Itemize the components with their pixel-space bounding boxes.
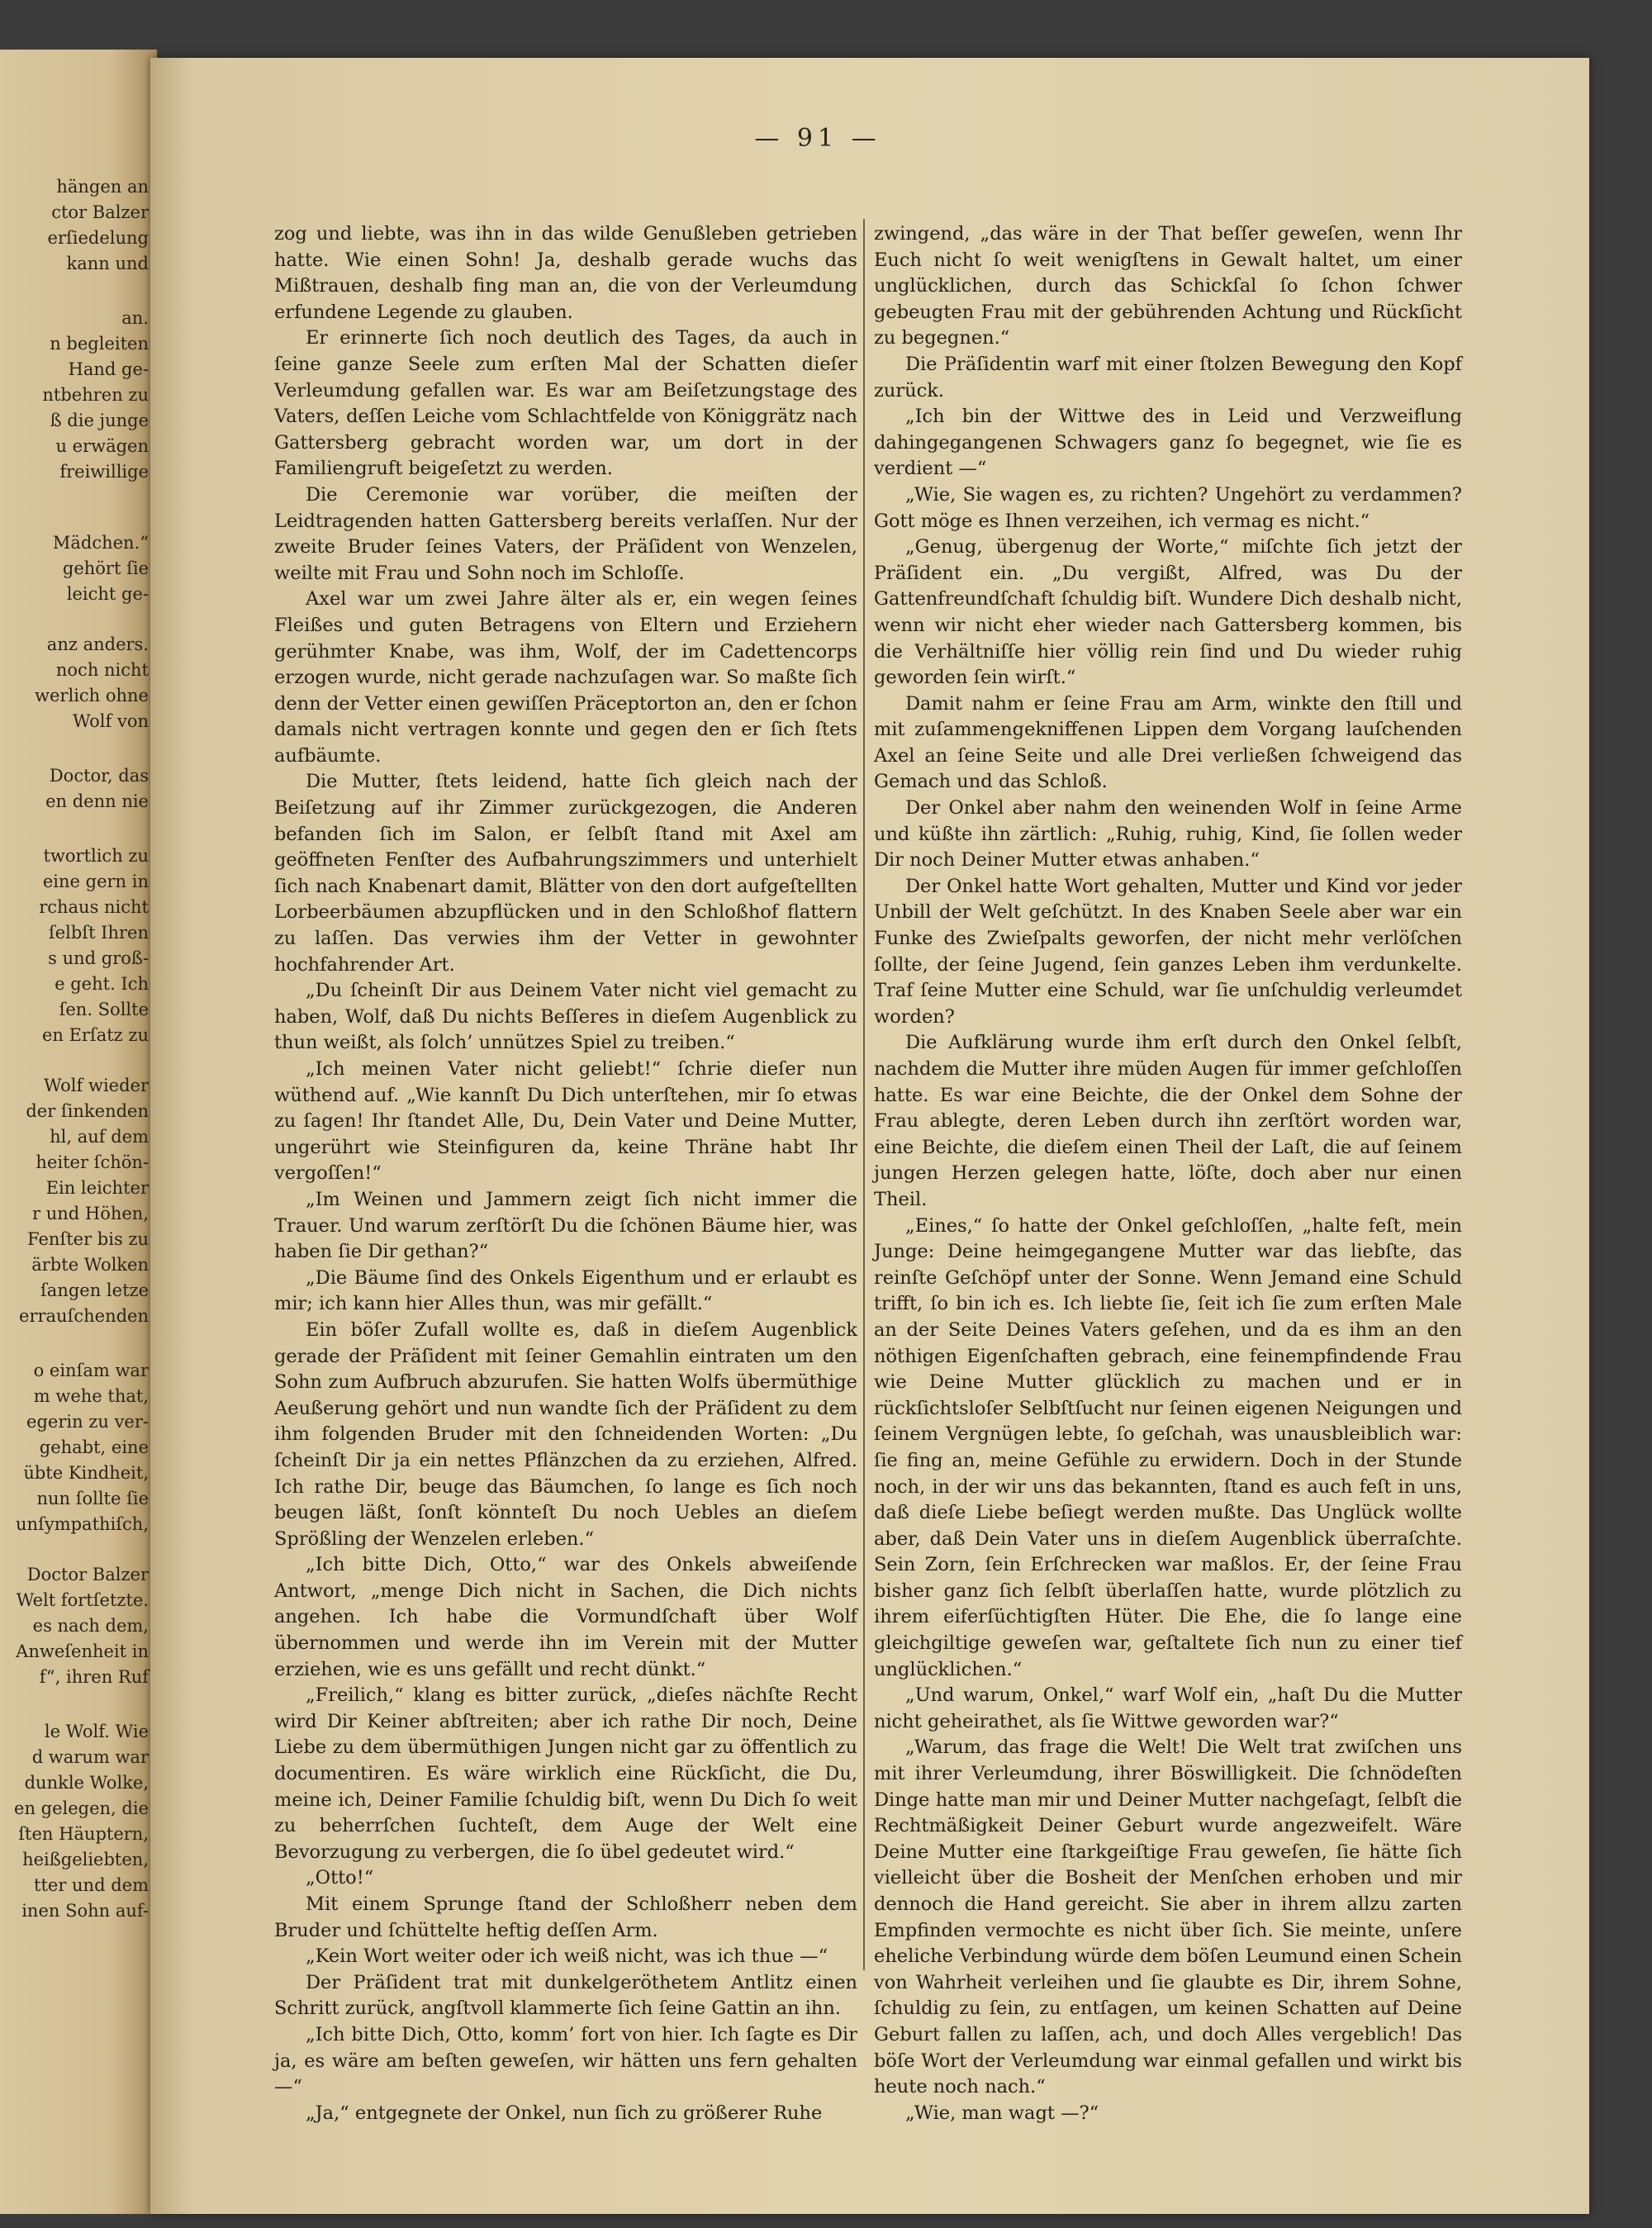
- text-column-left: [274, 221, 857, 2124]
- left-page-fragment: e geht. Ich: [55, 974, 149, 994]
- left-page-fragment: dunkle Wolke,: [24, 1773, 149, 1793]
- paragraph: „Kein Wort weiter oder ich weiß nicht, was ich thue —“: [306, 1945, 828, 1968]
- paragraph: „Wie, man wagt —?“: [905, 2102, 1099, 2124]
- left-page-fragment: en gelegen, die: [14, 1798, 149, 1818]
- left-page-edge: [0, 50, 157, 2214]
- page-number: — 91 —: [754, 124, 881, 153]
- left-page-fragment: ſen. Sollte: [59, 1000, 149, 1019]
- left-page-fragment: an.: [121, 308, 149, 328]
- left-page-fragment: übte Kindheit,: [23, 1463, 149, 1483]
- paragraph: „Freilich,“ klang es bitter zurück, „dieſes nächſte Recht wird Dir Keiner abſtreiten; aber ich rathe Dir noch, Deine Liebe zu dem übermüthigen Jungen nicht gar zu öffentlich zu documentiren. Es wäre wirklich eine Rückſicht, die Du, meine ich, Deiner Familie ſchuldig biſt, wenn Du Dich ſo weit zu beherrſchen ſuchteſt, dem Auge der Welt eine Bevorzugung zu verbergen, die ſo übel gedeutet wird.“: [274, 1684, 857, 1863]
- left-page-fragment: ſangen letze: [40, 1280, 149, 1300]
- left-page-fragment: Wolf von: [73, 711, 149, 731]
- left-page-fragment: gehört ſie: [62, 558, 149, 578]
- left-page-fragment: Fenſter bis zu: [27, 1229, 149, 1249]
- left-page-fragment: ß die junge: [50, 411, 149, 430]
- paragraph: Die Ceremonie war vorüber, die meiſten der Leidtragenden hatten Gattersberg bereits verlaſſen. Nur der zweite Bruder ſeines Vaters, der Präſident von Wenzelen, weilte mit Frau und Sohn noch im Schloſſe.: [274, 483, 857, 584]
- paragraph: „Genug, übergenug der Worte,“ miſchte ſich jetzt der Präſident ein. „Du vergißt, Alfred, was Du der Gattenfreundſchaft ſchuldig biſt. Wundere Dich deshalb nicht, wenn wir nicht eher wieder nach Gattersberg kommen, bis die Verhältniſſe hier völlig rein ſind und Du wieder ruhig geworden ſein wirſt.“: [874, 536, 1462, 689]
- paragraph: Axel war um zwei Jahre älter als er, ein wegen ſeines Fleißes und guten Betragens von Eltern und Erziehern gerühmter Knabe, was ihm, Wolf, der im Cadettencorps erzogen wurde, nicht gerade nachzuſagen war. So maßte ſich denn der Vetter einen gewiſſen Präceptorton an, den er ſchon damals nicht vertragen konnte und gegen den er ſich ſtets aufbäumte.: [274, 588, 857, 767]
- left-page-fragment: Ein leichter: [45, 1178, 149, 1198]
- paragraph: „Ja,“ entgegnete der Onkel, nun ſich zu größerer Ruhe: [306, 2102, 823, 2124]
- left-page-fragment: f“, ihren Ruf: [39, 1667, 149, 1687]
- paragraph: zog und liebte, was ihn in das wilde Genußleben getrieben hatte. Wie einen Sohn! Ja, deshalb gerade wuchs das Mißtrauen, deshalb fing man an, die von der Verleumdung erfundene Legende zu glauben.: [274, 223, 857, 323]
- paragraph: „Die Bäume ſind des Onkels Eigenthum und er erlaubt es mir; ich kann hier Alles thun, was mir gefällt.“: [274, 1266, 857, 1315]
- left-page-fragment: en Erſatz zu: [41, 1025, 149, 1045]
- paragraph: Damit nahm er ſeine Frau am Arm, winkte den ſtill und mit zuſammengekniffenen Lippen dem Vorgang lauſchenden Axel an ſeine Seite und alle Drei verließen ſchweigend das Gemach und das Schloß.: [874, 692, 1462, 793]
- left-page-fragment: unſympathiſch,: [16, 1514, 149, 1534]
- text-column-right: [874, 221, 1462, 2124]
- left-page-fragment: Hand ge-: [68, 359, 149, 379]
- left-page-fragment: eine gern in: [42, 872, 149, 891]
- left-page-fragment: tter und dem: [34, 1875, 149, 1895]
- paragraph: „Ich meinen Vater nicht geliebt!“ ſchrie dieſer nun wüthend auf. „Wie kannſt Du Dich unterſtehen, mir ſo etwas zu ſagen! Ihr ſtandet Alle, Du, Dein Vater und Deine Mutter, ungerührt wie Steinfiguren da, keine Thräne habt Ihr vergoſſen!“: [274, 1058, 857, 1185]
- paragraph: „Ich bin der Wittwe des in Leid und Verzweiflung dahingegangenen Schwagers ganz ſo begegnet, wie ſie es verdient —“: [874, 406, 1462, 480]
- left-page-fragment: r und Höhen,: [32, 1204, 149, 1223]
- paragraph: Ein böſer Zufall wollte es, daß in dieſem Augenblick gerade der Präſident mit ſeiner Gemahlin eintraten um den Sohn zum Aufbruch abzurufen. Sie hatten Wolfs übermüthige Aeußerung gehört und nun wandte ſich der Präſident zu dem ihm folgenden Bruder mit den ſchneidenden Worten: „Du ſcheinſt Dir ja ein nettes Pflänzchen da zu erziehen, Alfred. Ich rathe Dir, beuge das Bäumchen, ſo lange es ſich noch beugen läßt, ſonſt könnteſt Du noch Uebles an dieſem Sprößling der Wenzelen erleben.“: [274, 1318, 857, 1550]
- left-page-fragment: Welt fortſetzte.: [16, 1590, 149, 1610]
- left-page-fragment: der ſinkenden: [26, 1101, 149, 1121]
- paragraph: „Du ſcheinſt Dir aus Deinem Vater nicht viel gemacht zu haben, Wolf, daß Du nichts Beſſeres in dieſem Augenblick zu thun weißt, als ſolch’ unnützes Spiel zu treiben.“: [274, 980, 857, 1054]
- paragraph: Die Präſidentin warf mit einer ſtolzen Bewegung den Kopf zurück.: [874, 353, 1462, 401]
- left-page-fragment: ſten Häuptern,: [18, 1824, 149, 1844]
- paragraph: Der Präſident trat mit dunkelgeröthetem Antlitz einen Schritt zurück, angſtvoll klammerte ſich ſeine Gattin an ihn.: [274, 1971, 857, 2020]
- paragraph: Die Mutter, ſtets leidend, hatte ſich gleich nach der Beiſetzung auf ihr Zimmer zurückgezogen, die Anderen befanden ſich im Salon, er ſelbſt ſtand mit Axel am geöffneten Fenſter des Aufbahrungszimmers und unterhielt ſich nach Knabenart damit, Blätter von den dort aufgeſtellten Lorbeerbäumen abzupflücken und in den Schloßhof flattern zu laſſen. Das verwies ihm der Vetter in gewohnter hochfahrender Art.: [274, 771, 857, 976]
- left-page-fragment: n begleiten: [50, 334, 149, 354]
- left-page-fragment: werlich ohne: [35, 686, 149, 705]
- left-page-fragment: erſiedelung: [47, 228, 149, 248]
- paragraph: „Wie, Sie wagen es, zu richten? Ungehört zu verdammen? Gott möge es Ihnen verzeihen, ich vermag es nicht.“: [874, 483, 1462, 532]
- paragraph: „Otto!“: [306, 1867, 374, 1889]
- left-page-fragment: anz anders.: [46, 634, 149, 654]
- paragraph: „Und warum, Onkel,“ warf Wolf ein, „haſt Du die Mutter nicht geheirathet, als ſie Wittwe geworden war?“: [874, 1684, 1462, 1732]
- left-page-fragment: Anweſenheit in: [16, 1641, 149, 1661]
- left-page-fragment: gehabt, eine: [39, 1437, 149, 1457]
- left-page-fragment: le Wolf. Wie: [44, 1722, 149, 1741]
- paragraph: Der Onkel hatte Wort gehalten, Mutter und Kind vor jeder Unbill der Welt geſchützt. In des Knaben Seele aber war ein Funke des Zwieſpalts geworfen, der nicht mehr verlöſchen ſollte, der ſeine Jugend, ſein ganzes Leben ihm verdunkelte. Traf ſeine Mutter eine Schuld, war ſie unſchuldig verleumdet worden?: [874, 875, 1462, 1028]
- left-page-fragment: inen Sohn auf-: [21, 1901, 149, 1921]
- left-page-fragment: o einſam war: [33, 1361, 149, 1380]
- paragraph: „Eines,“ ſo hatte der Onkel geſchloſſen, „halte feſt, mein Junge: Deine heimgegangene Mutter war das liebſte, das reinſte Geſchöpf unter der Sonne. Wenn Jemand eine Schuld trifft, ſo bin ich es. Ich liebte ſie, ſeit ich ſie zum erſten Male an der Seite Deines Vaters geſehen, und da es ihm an den nöthigen Eigenſchaften gebrach, eine feinempfindende Frau wie Deine Mutter glücklich zu machen und er in rückſichtsloſer Selbſtſucht nur ſeinen eigenen Neigungen und ſeinem Vergnügen lebte, ſo geſchah, was unausbleiblich war: ſie fing an, meine Gefühle zu erwidern. Doch in der Stunde noch, in der wir uns das bekannten, ſtand es auch feſt in uns, daß dieſe Liebe beſiegt werden mußte. Das Unglück wollte aber, daß Dein Vater uns in dieſem Augenblick überraſchte. Sein Zorn, ſein Erſchrecken war maßlos. Er, der ſeine Frau bisher ganz ſich ſelbſt überlaſſen hatte, wurde plötzlich zu ihrem eiferſüchtigſten Hüter. Die Ehe, die ſo lange eine gleichgiltige geweſen war, geſtaltete ſich nun zu einer tief unglücklichen.“: [874, 1214, 1462, 1680]
- left-page-fragment: kann und: [66, 254, 149, 273]
- left-page-fragment: leicht ge-: [66, 584, 149, 604]
- left-page-fragment: rchaus nicht: [39, 897, 149, 917]
- left-page-fragment: nun ſollte ſie: [36, 1489, 149, 1508]
- paragraph: Die Aufklärung wurde ihm erſt durch den Onkel ſelbſt, nachdem die Mutter ihre müden Augen für immer geſchloſſen hatte. Es war eine Beichte, die der Onkel dem Sohne der Frau ablegte, deren Leben durch ihn zerſtört worden war, eine Beichte, die dieſem einen Theil der Laſt, die auf ſeinem jungen Herzen gelegen hatte, löſte, doch aber nur einen Theil.: [874, 1032, 1462, 1210]
- left-page-fragment: Mädchen.“: [52, 533, 149, 553]
- left-page-fragment: heiter ſchön-: [36, 1152, 149, 1172]
- left-page-fragment: u erwägen: [55, 436, 149, 456]
- left-page-fragment: Doctor, das: [49, 766, 149, 786]
- left-page-fragment: en denn nie: [45, 791, 149, 811]
- left-page-fragment: ſelbſt Ihren: [48, 923, 149, 943]
- left-page-fragment: twortlich zu: [43, 846, 149, 866]
- left-page-fragment: hängen an: [56, 177, 149, 197]
- left-page-fragment: ärbte Wolken: [31, 1255, 149, 1275]
- left-page-fragment: Wolf wieder: [44, 1076, 149, 1095]
- left-page-fragment: es nach dem,: [32, 1616, 149, 1636]
- left-page-fragment: Doctor Balzer: [26, 1565, 149, 1584]
- left-page-fragment: s und groß-: [48, 948, 149, 968]
- left-page-fragment: freiwillige: [59, 462, 149, 482]
- left-page-fragment: hl, auf dem: [50, 1127, 149, 1147]
- paragraph: Der Onkel aber nahm den weinenden Wolf in ſeine Arme und küßte ihn zärtlich: „Ruhig, ruhig, Kind, ſie ſollen weder Dir noch Deiner Mutter etwas anhaben.“: [874, 797, 1462, 872]
- column-divider: [863, 219, 865, 1970]
- left-page-fragment: m wehe that,: [33, 1386, 149, 1406]
- left-page-fragment: heißgeliebten,: [22, 1850, 149, 1869]
- paragraph: „Warum, das frage die Welt! Die Welt trat zwiſchen uns mit ihrer Verleumdung, ihrer Böswilligkeit. Die ſchnödeſten Dinge hatte man mir und Deiner Mutter nachgeſagt, ſelbſt die Rechtmäßigkeit Deiner Geburt wurde angezweifelt. Wäre Deine Mutter eine ſtarkgeiſtige Frau geweſen, ſie hätte ſich vielleicht über die Bosheit der Menſchen erhoben und mir dennoch die Hand gereicht. Sie aber in ihrem allzu zarten Empfinden vermochte es nicht über ſich. Sie meinte, unſere eheliche Verbindung würde dem böſen Leumund einen Schein von Wahrheit verleihen und ſie glaubte es Dir, ihrem Sohne, ſchuldig zu ſein, zu entſagen, um keinen Schatten auf Deine Geburt fallen zu laſſen, ach, und doch Alles vergeblich! Das böſe Wort der Verleumdung war einmal gefallen und wirkt bis heute noch nach.“: [874, 1736, 1462, 2098]
- left-page-fragment: errauſchenden: [19, 1306, 149, 1326]
- left-page-fragment: noch nicht: [55, 660, 149, 680]
- paragraph: „Ich bitte Dich, Otto, komm’ fort von hier. Ich ſagte es Dir ja, es wäre am beſten geweſen, wir hätten uns fern gehalten —“: [274, 2023, 857, 2098]
- left-page-fragment: ntbehren zu: [42, 385, 149, 405]
- paragraph: Er erinnerte ſich noch deutlich des Tages, da auch in ſeine ganze Seele zum erſten Mal der Schatten dieſer Verleumdung gefallen war. Es war am Beiſetzungstage des Vaters, deſſen Leiche vom Schlachtfelde von Königgrätz nach Gattersberg gebracht worden war, um dort in der Familiengruft beigeſetzt zu werden.: [274, 327, 857, 480]
- paragraph: zwingend, „das wäre in der That beſſer geweſen, wenn Ihr Euch nicht ſo weit wenigſtens in Gewalt haltet, um einer unglücklichen, durch das Schickſal ſo ſchon ſchwer gebeugten Frau mit der gebührenden Achtung und Rückſicht zu begegnen.“: [874, 223, 1462, 349]
- paragraph: „Im Weinen und Jammern zeigt ſich nicht immer die Trauer. Und warum zerſtörſt Du die ſchönen Bäume hier, was haben ſie Dir gethan?“: [274, 1188, 857, 1263]
- left-page-fragment: d warum war: [31, 1747, 149, 1767]
- left-page-fragment: ctor Balzer: [51, 202, 149, 222]
- left-page-fragment: egerin zu ver-: [26, 1412, 149, 1432]
- paragraph: Mit einem Sprunge ſtand der Schloßherr neben dem Bruder und ſchüttelte heftig deſſen Arm.: [274, 1893, 857, 1941]
- paragraph: „Ich bitte Dich, Otto,“ war des Onkels abweiſende Antwort, „menge Dich nicht in Sachen, die Dich nichts angehen. Ich habe die Vormundſchaft über Wolf übernommen und werde ihn im Verein mit der Mutter erziehen, wie es uns gefällt und recht dünkt.“: [274, 1554, 857, 1680]
